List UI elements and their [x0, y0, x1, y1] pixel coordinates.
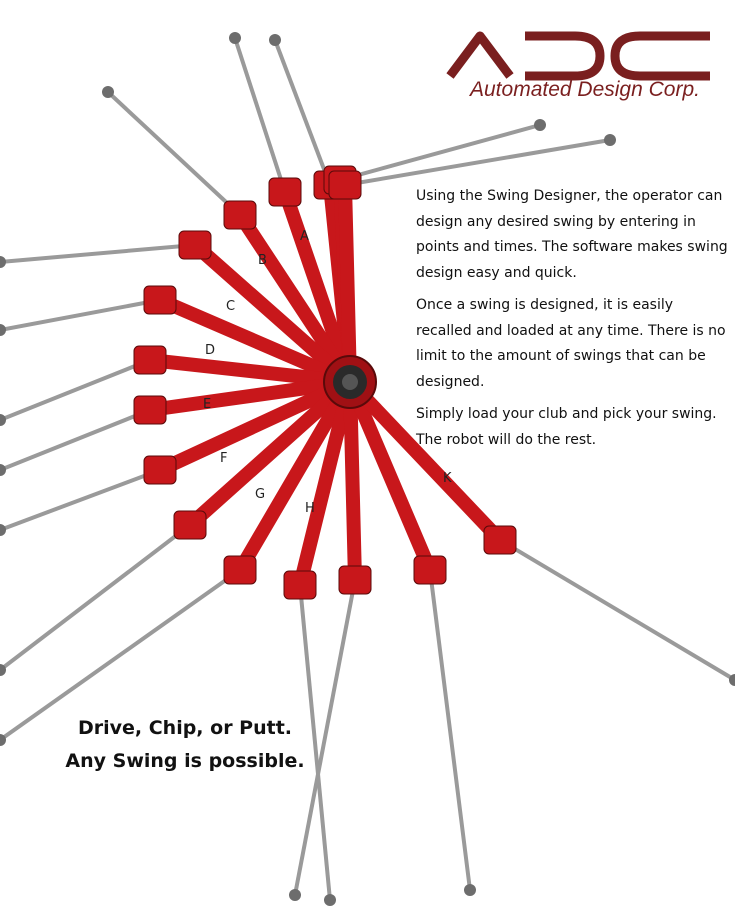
company-name: Automated Design Corp.	[470, 78, 700, 101]
club-head	[0, 464, 6, 476]
grip-head	[144, 286, 176, 314]
paragraph-recall: Once a swing is designed, it is easily recalled and loaded at any time. There is no limit to the amount of swings that can be designed.	[416, 297, 726, 390]
grip-head	[484, 526, 516, 554]
grip-head	[179, 231, 211, 259]
arm-letter-a: A	[300, 229, 309, 244]
grip-head	[329, 171, 361, 199]
grip-head	[284, 571, 316, 599]
grip-head	[134, 346, 166, 374]
club-shaft	[108, 92, 240, 215]
tagline	[40, 712, 330, 778]
club-head	[289, 889, 301, 901]
club-head	[324, 894, 336, 906]
club-head	[0, 256, 6, 268]
club-shaft	[235, 38, 285, 192]
arm-letter-b: B	[258, 253, 267, 268]
paragraph-swing-designer: Using the Swing Designer, the operator can design any desired swing by entering in points and times. The software makes swing design easy and quick.	[416, 188, 728, 281]
club-shaft	[275, 40, 330, 185]
arm-letter-c: C	[226, 299, 236, 314]
club-head	[464, 884, 476, 896]
arm-letter-f: F	[220, 451, 228, 466]
grip-head	[134, 396, 166, 424]
grip-head	[174, 511, 206, 539]
arm-letter-e: E	[203, 397, 212, 412]
grip-head	[224, 556, 256, 584]
arm-letter-k: K	[443, 471, 452, 486]
arm-letter-d: D	[205, 343, 216, 358]
paragraph-load-club: Simply load your club and pick your swing. The robot will do the rest.	[416, 406, 717, 448]
grip-head	[339, 566, 371, 594]
club-shaft	[345, 140, 610, 185]
club-head	[229, 32, 241, 44]
club-shaft	[0, 300, 160, 330]
club-head	[0, 414, 6, 426]
robot-arm	[345, 185, 350, 382]
club-shaft	[0, 360, 150, 420]
central-hub	[324, 356, 376, 408]
arm-letter-g: G	[255, 487, 266, 502]
club-shaft	[0, 245, 195, 262]
club-shaft	[500, 540, 735, 680]
grip-head	[269, 178, 301, 206]
body-copy	[416, 184, 728, 460]
club-shaft	[0, 470, 160, 530]
club-shaft	[0, 410, 150, 470]
club-shaft	[430, 570, 470, 890]
tagline-line-2: Any Swing is possible.	[65, 750, 305, 772]
club-head	[0, 324, 6, 336]
robot-arm	[350, 382, 355, 580]
tagline-line-1: Drive, Chip, or Putt.	[77, 717, 293, 739]
club-shaft	[0, 525, 190, 670]
club-shaft	[340, 125, 540, 180]
club-head	[0, 524, 6, 536]
club-head	[534, 119, 546, 131]
club-head	[269, 34, 281, 46]
grip-head	[224, 201, 256, 229]
grip-head	[144, 456, 176, 484]
grip-head	[414, 556, 446, 584]
club-head	[604, 134, 616, 146]
arm-letter-h: H	[305, 501, 315, 516]
club-head	[102, 86, 114, 98]
